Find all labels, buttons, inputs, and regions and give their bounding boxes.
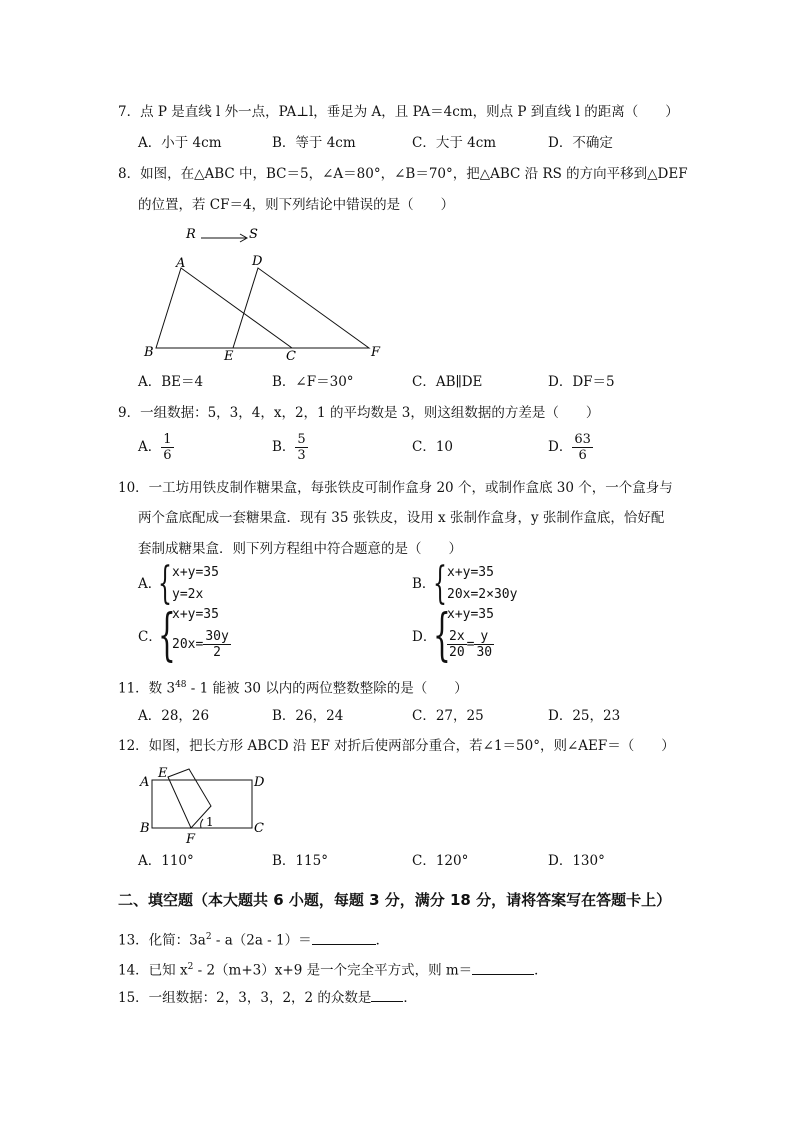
q10-d-eq1: x+y=35 [447, 607, 494, 622]
q10-d-fraction-1 [447, 629, 467, 660]
q10-option-a-letter: A． [138, 576, 162, 592]
q7-stem: 7．点 P 是直线 l 外一点，PA⊥l，垂足为 A，且 PA＝4cm，则点 P 到直线 l 的距离（ ） [118, 104, 679, 120]
q9-option-a-letter: A． [138, 439, 162, 455]
q10-d-fraction-2 [474, 629, 494, 660]
q9-option-c-value: 10 [435, 439, 454, 455]
q10-c-eq1: x+y=35 [172, 607, 219, 622]
q8-label-s: S [249, 227, 258, 242]
q11-stem-post: - 1 能被 30 以内的两位整数整除的是（ ） [186, 680, 468, 697]
q8-label-c: C [286, 349, 296, 364]
q13-stem-post: - a（2a - 1）＝ [211, 932, 312, 949]
q12-label-d: D [254, 775, 265, 790]
q13-stem [118, 928, 389, 950]
section-title-fill-in: 二、填空题（本大题共 6 小题，每题 3 分，满分 18 分，请将答案写在答题卡上） [118, 891, 672, 909]
q8-option-d: D．DF＝5 [548, 374, 615, 390]
q10-option-a-brace: { [158, 558, 172, 609]
q9-option-b-letter: B． [272, 439, 296, 455]
q8-triangle-def [233, 268, 369, 348]
q8-label-b: B [144, 345, 154, 360]
q9-option-b-fraction [295, 432, 307, 463]
q9-option-c-letter: C． [412, 439, 436, 455]
q13-exponent: 2 [205, 932, 212, 942]
q12-option-b: B．115° [272, 853, 328, 869]
q9-option-d-fraction [572, 432, 593, 463]
q10-stem: 10．一工坊用铁皮制作糖果盒，每张铁皮可制作盒身 20 个，或制作盒底 30 个，一个盒身与 [118, 480, 673, 496]
q10-c-eq2-left: 20x= [172, 637, 204, 652]
q7-option-c: C．大于 4cm [412, 135, 497, 151]
q10-option-c-brace: { [158, 603, 176, 668]
q11-stem [118, 676, 468, 698]
q14-stem-post: - 2（m+3）x+9 是一个完全平方式，则 m＝ [193, 962, 473, 979]
q11-option-a: A．28，26 [138, 708, 210, 724]
q10-d-equals: = [466, 637, 475, 652]
fraction-numerator: y [474, 629, 494, 645]
q9-option-a [138, 432, 174, 463]
q10-option-b-letter: B． [412, 576, 436, 592]
q12-label-b: B [140, 821, 150, 836]
q10-a-eq1: x+y=35 [172, 565, 219, 580]
q10-option-b-brace: { [433, 558, 447, 609]
q8-triangle-abc [156, 268, 292, 348]
q12-label-angle-1: 1 [206, 815, 214, 829]
q12-option-d: D．130° [548, 853, 605, 869]
q13-stem-end: ． [375, 932, 390, 949]
q8-option-b: B．∠F＝30° [272, 374, 354, 390]
q10-stem-cont2: 套制成糖果盒．则下列方程组中符合题意的是（ ） [138, 541, 462, 557]
q11-option-d: D．25，23 [548, 708, 621, 724]
q12-angle-1-arc [201, 819, 203, 828]
q11-exponent: 48 [175, 680, 187, 690]
fraction-numerator: 1 [163, 432, 172, 447]
q12-label-a: A [140, 775, 150, 790]
q10-b-eq1: x+y=35 [447, 565, 494, 580]
q9-option-a-fraction [161, 432, 173, 463]
q12-option-c: C．120° [412, 853, 469, 869]
q8-label-f: F [371, 345, 381, 360]
q10-c-fraction [203, 629, 230, 660]
q12-label-c: C [254, 821, 264, 836]
q11-stem-pre: 11．数 3 [118, 680, 176, 697]
q10-stem-cont1: 两个盒底配成一套糖果盒．现有 35 张铁皮，设用 x 张制作盒身，y 张制作盒底，恰好配 [138, 510, 665, 526]
fraction-numerator: 5 [297, 432, 306, 447]
q9-option-d [548, 432, 593, 463]
q10-option-d-brace: { [433, 603, 451, 668]
q14-answer-blank[interactable] [472, 961, 534, 975]
q10-a-eq2: y=2x [172, 587, 204, 602]
q11-option-c: C．27，25 [412, 708, 484, 724]
q9-stem: 9．一组数据：5，3，4，x，2，1 的平均数是 3，则这组数据的方差是（ ） [118, 405, 600, 421]
q10-option-c-letter: C． [138, 629, 162, 645]
q15-answer-blank[interactable] [371, 988, 403, 1002]
fraction-denominator: 20 [449, 645, 465, 660]
q14-stem [118, 958, 548, 980]
q9-option-d-letter: D． [548, 439, 573, 455]
q10-option-d-letter: D． [412, 629, 437, 645]
q7-option-b: B．等于 4cm [272, 135, 356, 151]
q8-option-a: A．BE＝4 [138, 374, 204, 390]
q15-stem [118, 988, 417, 1007]
fraction-numerator: 30y [205, 629, 229, 644]
q10-b-eq2: 20x=2×30y [447, 587, 518, 602]
q8-stem: 8．如图，在△ABC 中，BC＝5，∠A＝80°，∠B＝70°，把△ABC 沿 RS 的方向平移到△DEF [118, 166, 688, 182]
q15-stem-end: ． [403, 990, 417, 1006]
q7-option-a: A．小于 4cm [138, 135, 222, 151]
q8-label-a: A [176, 256, 186, 271]
fraction-denominator: 2 [213, 645, 221, 660]
q12-label-e: E [158, 766, 168, 781]
q8-label-d: D [252, 254, 263, 269]
fraction-numerator: 2x [449, 629, 465, 644]
q12-stem: 12．如图，把长方形 ABCD 沿 EF 对折后使两部分重合，若∠1＝50°，则∠AEF＝（ ） [118, 738, 675, 754]
q9-option-b [272, 432, 308, 463]
q12-label-f: F [186, 832, 196, 847]
q14-exponent: 2 [187, 962, 194, 972]
q14-stem-pre: 14．已知 x [118, 962, 188, 979]
q10-c-eq2 [172, 629, 231, 660]
q8-label-r: R [186, 227, 196, 242]
q12-option-a: A．110° [138, 853, 194, 869]
q15-stem-text: 15．一组数据：2，3，3，2，2 的众数是 [118, 990, 372, 1006]
fraction-denominator: 6 [163, 448, 172, 463]
q14-stem-end: ． [534, 962, 548, 979]
q9-option-c [412, 438, 453, 456]
q8-label-e: E [224, 349, 234, 364]
q11-option-b: B．26，24 [272, 708, 344, 724]
q8-stem-cont: 的位置，若 CF＝4，则下列结论中错误的是（ ） [138, 197, 455, 213]
fraction-numerator: 63 [574, 432, 591, 447]
q7-option-d: D．不确定 [548, 135, 613, 151]
fraction-denominator: 30 [476, 645, 493, 660]
fraction-denominator: 6 [578, 448, 587, 463]
fraction-denominator: 3 [297, 448, 306, 463]
q10-d-eq2 [447, 629, 494, 660]
q12-folded-part [168, 769, 211, 828]
q13-answer-blank[interactable] [312, 931, 376, 945]
q8-option-c: C．AB∥DE [412, 374, 483, 390]
q13-stem-pre: 13．化简：3a [118, 932, 206, 949]
